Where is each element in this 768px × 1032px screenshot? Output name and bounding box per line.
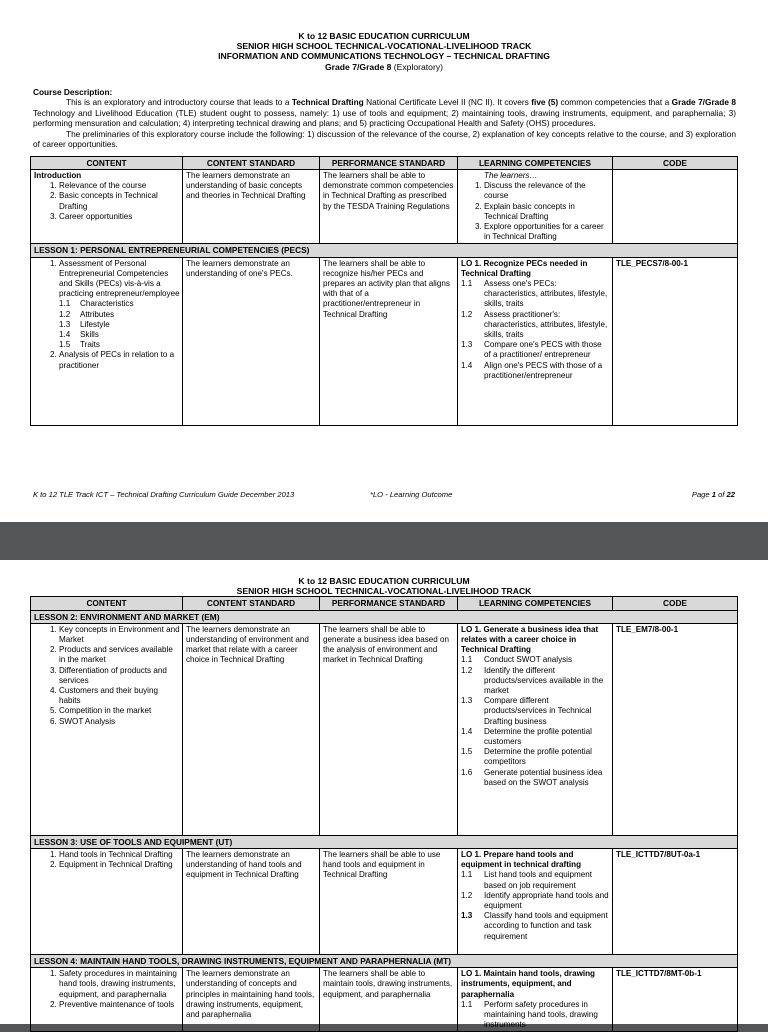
curriculum-page-2 [0, 560, 768, 1030]
code-cell: TLE_PECS7/8-00-1 [613, 257, 738, 425]
performance-standard-cell: The learners shall be able to recognize his/her PECs and prepares an activity plan that aligns with that of a practitioner/entrepreneur in Technical Drafting [320, 257, 458, 425]
header-line-1: K to 12 BASIC EDUCATION CURRICULUM [298, 576, 470, 586]
table-row [31, 968, 738, 1032]
learning-outcome: LO 1. Maintain hand tools, drawing instruments, equipment, and paraphernalia [461, 969, 596, 999]
list-item: 3. Explore opportunities for a career in Technical Drafting [484, 222, 610, 242]
list-item: 5. Competition in the market [59, 706, 180, 716]
competency-item: 1.5 Determine the profile potential competitors [461, 747, 592, 767]
table-row [31, 257, 738, 425]
lc-lead: The learners… [484, 171, 538, 181]
lesson-title: LESSON 4: MAINTAIN HAND TOOLS, DRAWING INSTRUMENTS, EQUIPMENT AND PARAPHERNALIA (MT) [31, 955, 738, 968]
column-header-learning-competencies: LEARNING COMPETENCIES [458, 156, 613, 169]
learning-competencies-cell [458, 968, 613, 1032]
header-line-1: K to 12 BASIC EDUCATION CURRICULUM [298, 31, 470, 41]
learning-competencies-cell [458, 623, 613, 835]
sub-item: 1.5 Traits [59, 340, 100, 350]
learning-outcome: LO 1. Prepare hand tools and equipment in technical drafting [461, 850, 582, 870]
list-item: 6. SWOT Analysis [59, 717, 180, 727]
sub-item: 1.3 Lifestyle [59, 319, 110, 329]
list-item: 4. Customers and their buying habits [59, 686, 180, 706]
competency-item: 1.6 Generate potential business idea based on the SWOT analysis [461, 767, 603, 787]
lesson-row [31, 244, 738, 257]
sub-item: 1.1 Characteristics [59, 299, 134, 309]
course-description-paragraph-1: This is an exploratory and introductory course that leads to a Technical Drafting National Certificate Level II (NC II). It covers five (5) common competencies that a Grade 7/Grade 8 Technology and Livelihood Education (TLE) student ought to possess, namely: 1) use of tools and equipment; 2) maintaining tools, drawing instruments, equipment, and paraphernalia; 3) performing mensuration and calculation; 4) interpreting technical drawing and plans; and 5) practicing Occupational Health and Safety (OHS) procedures. [33, 97, 737, 129]
course-description-paragraph-2: The preliminaries of this exploratory course include the following: 1) discussion of the relevance of the course, 2) explanation of key concepts relative to the course, and 3) exploration of career opportunities. [33, 128, 736, 150]
competency-item: 1.1 Conduct SWOT analysis [461, 655, 573, 665]
competency-item: 1.4 Align one's PECS with those of a practitioner/entrepreneur [461, 360, 603, 380]
column-header-performance-standard: PERFORMANCE STANDARD [320, 156, 458, 169]
content-standard-cell: The learners demonstrate an understanding of environment and market that relate with a career choice in Technical Drafting [183, 623, 320, 835]
competency-item: 1.1 Perform safety procedures in maintaining hand tools, drawing instruments [461, 999, 598, 1030]
content-cell [31, 170, 183, 244]
header-line-3: INFORMATION AND COMMUNICATIONS TECHNOLOGY – TECHNICAL DRAFTING [218, 51, 550, 62]
column-header-code: CODE [613, 597, 738, 610]
column-header-performance-standard: PERFORMANCE STANDARD [320, 597, 458, 610]
list-item: 1. Relevance of the course [59, 181, 180, 191]
code-cell [613, 170, 738, 244]
content-cell [31, 623, 183, 835]
code-cell: TLE_ICTTD7/8MT-0b-1 [613, 968, 738, 1032]
code-cell: TLE_EM7/8-00-1 [613, 623, 738, 835]
learning-outcome: LO 1. Generate a business idea that relates with a career choice in Technical Drafting [461, 624, 599, 655]
list-item: 1. Key concepts in Environment and Market [59, 625, 180, 645]
content-standard-cell: The learners demonstrate an understanding of hand tools and equipment in Technical Drafting [183, 849, 320, 955]
intro-title: Introduction [34, 171, 82, 181]
content-cell [31, 849, 183, 955]
column-header-code: CODE [613, 156, 738, 169]
competency-item: 1.3 Classify hand tools and equipment according to function and task requirement [461, 911, 608, 941]
table-row [31, 623, 738, 835]
learning-competencies-cell [458, 170, 613, 244]
sub-item: 1.4 Skills [59, 330, 99, 340]
column-header-content: CONTENT [31, 156, 183, 169]
course-description-label: Course Description: [33, 86, 113, 97]
content-standard-cell: The learners demonstrate an understanding of one's PECs. [183, 257, 320, 425]
list-item: 2. Preventive maintenance of tools [59, 1000, 180, 1010]
competency-item: 1.4 Determine the profile potential customers [461, 726, 592, 747]
column-header-content-standard: CONTENT STANDARD [183, 156, 320, 169]
learning-competencies-cell [458, 849, 613, 955]
content-standard-cell: The learners demonstrate an understanding of basic concepts and theories in Technical Drafting [183, 170, 320, 244]
competency-item: 1.3 Compare one's PECS with those of a practitioner/ entrepreneur [461, 340, 602, 360]
list-item: 1. Discuss the relevance of the course [484, 181, 610, 201]
curriculum-table [30, 156, 738, 426]
list-item: 3. Career opportunities [59, 212, 180, 222]
table-header-row [31, 156, 738, 169]
performance-standard-cell: The learners shall be able to generate a business idea based on the analysis of environment and market in Technical Drafting [320, 623, 458, 835]
content-standard-cell: The learners demonstrate an understanding of concepts and principles in maintaining hand tools, drawing instruments, equipment, and paraphernalia [183, 968, 320, 1032]
list-item: 2. Explain basic concepts in Technical Drafting [484, 202, 610, 222]
competency-item: 1.3 Compare different products/services in Technical Drafting business [461, 696, 592, 726]
performance-standard-cell: The learners shall be able to maintain tools, drawing instruments, equipment, and paraphernalia [320, 968, 458, 1032]
lesson-title: LESSON 1: PERSONAL ENTREPRENEURIAL COMPETENCIES (PECS) [31, 244, 738, 257]
page-header [0, 560, 768, 596]
list-item: 2. Analysis of PECs in relation to a practitioner [59, 350, 180, 370]
list-item: 1. Safety procedures in maintaining hand tools, drawing instruments, equipment, and paraphernalia [59, 969, 180, 1000]
list-item: 3. Differentiation of products and services [59, 666, 180, 686]
competency-item: 1.2 Identify the different products/services available in the market [461, 665, 604, 696]
list-item: 2. Basic concepts in Technical Drafting [59, 191, 180, 211]
table-row [31, 170, 738, 244]
column-header-content: CONTENT [31, 597, 183, 610]
header-line-4: Grade 7/Grade 8 (Exploratory) [325, 61, 443, 72]
table-header-row [31, 597, 738, 610]
lesson-row [31, 955, 738, 968]
curriculum-table [30, 596, 738, 1032]
lesson-title: LESSON 3: USE OF TOOLS AND EQUIPMENT (UT) [31, 835, 738, 848]
competency-item: 1.2 Assess practitioner's: characteristics, attributes, lifestyle, skills, traits [461, 309, 608, 340]
content-cell [31, 968, 183, 1032]
table-row [31, 849, 738, 955]
lesson-row [31, 610, 738, 623]
lesson-title: LESSON 2: ENVIRONMENT AND MARKET (EM) [31, 610, 738, 623]
competency-item: 1.1 List hand tools and equipment based on job requirement [461, 870, 592, 890]
sub-item: 1.2 Attributes [59, 309, 115, 319]
competency-item: 1.2 Identify appropriate hand tools and equipment [461, 890, 609, 911]
lesson-row [31, 835, 738, 848]
list-item: 1. Assessment of Personal Entrepreneurial Competencies and Skills (PECs) vis-à-vis a practicing entrepreneur/employee 1.1 Characteristics 1.2 Attributes 1.3 Lifestyle 1.4 Skills 1.5 Traits [59, 259, 180, 351]
header-line-2: SENIOR HIGH SCHOOL TECHNICAL-VOCATIONAL-LIVELIHOOD TRACK [236, 41, 532, 52]
list-item: 2. Products and services available in the market [59, 645, 180, 665]
header-line-2: SENIOR HIGH SCHOOL TECHNICAL-VOCATIONAL-LIVELIHOOD TRACK [236, 586, 532, 597]
performance-standard-cell: The learners shall be able to use hand tools and equipment in Technical Drafting [320, 849, 458, 955]
list-item: 1. Hand tools in Technical Drafting [59, 850, 180, 860]
list-item: 2. Equipment in Technical Drafting [59, 860, 180, 870]
footer-left: K to 12 TLE Track ICT – Technical Drafting Curriculum Guide December 2013 [33, 490, 295, 499]
competency-item: 1.1 Assess one's PECs: characteristics, attributes, lifestyle, skills, traits [461, 279, 608, 309]
learning-competencies-cell [458, 257, 613, 425]
code-cell: TLE_ICTTD7/8UT-0a-1 [613, 849, 738, 955]
column-header-learning-competencies: LEARNING COMPETENCIES [458, 597, 613, 610]
footer-center: *LO - Learning Outcome [370, 490, 453, 499]
page-header [0, 0, 768, 72]
performance-standard-cell: The learners shall be able to demonstrate common competencies in Technical Drafting as prescribed by the TESDA Training Regulations [320, 170, 458, 244]
column-header-content-standard: CONTENT STANDARD [183, 597, 320, 610]
content-cell [31, 257, 183, 425]
course-description [33, 87, 736, 150]
learning-outcome: LO 1. Recognize PECs needed in Technical Drafting [461, 258, 588, 278]
page-number: Page 1 of 22 [691, 490, 735, 499]
